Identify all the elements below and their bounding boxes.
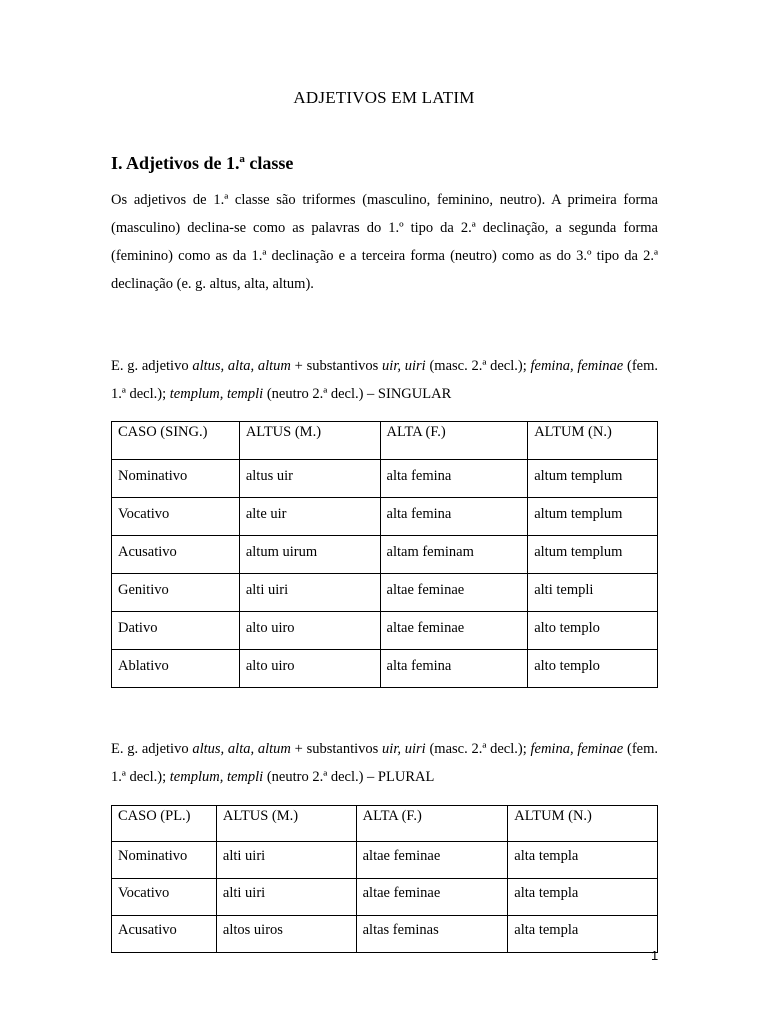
header-cell: CASO (SING.) — [112, 422, 240, 460]
case-cell: Genitivo — [112, 574, 240, 612]
caption-italic: altus, alta, altum — [192, 741, 291, 757]
table-cell: alta templa — [508, 879, 658, 916]
caption-italic: templum, templi — [169, 386, 264, 402]
table-cell: altus uir — [239, 460, 380, 498]
header-cell: ALTA (F.) — [380, 422, 528, 460]
case-cell: Nominativo — [112, 460, 240, 498]
table-cell: alta templa — [508, 916, 658, 953]
caption-italic: uir, uiri — [382, 741, 426, 757]
singular-declension-table — [111, 421, 658, 688]
header-cell: ALTUS (M.) — [239, 422, 380, 460]
table-cell: alta femina — [380, 650, 528, 688]
case-cell: Dativo — [112, 612, 240, 650]
table-cell: alto uiro — [239, 612, 380, 650]
table-cell: altam feminam — [380, 536, 528, 574]
case-cell: Ablativo — [112, 650, 240, 688]
table-row — [112, 650, 658, 688]
header-cell: CASO (PL.) — [112, 806, 217, 842]
plural-caption — [111, 735, 658, 791]
table-row — [112, 842, 658, 879]
case-cell: Nominativo — [112, 842, 217, 879]
table-cell: altae feminae — [380, 612, 528, 650]
caption-text: (neutro 2.ª decl.) – SINGULAR — [263, 386, 452, 402]
table-cell: alto templo — [528, 612, 658, 650]
table-cell: alti uiri — [216, 842, 356, 879]
case-cell: Vocativo — [112, 879, 217, 916]
header-cell: ALTUM (N.) — [528, 422, 658, 460]
table-cell: alto uiro — [239, 650, 380, 688]
table-cell: alti uiri — [239, 574, 380, 612]
table-cell: alta femina — [380, 460, 528, 498]
table-cell: alte uir — [239, 498, 380, 536]
table-cell: altos uiros — [216, 916, 356, 953]
table-cell: alta templa — [508, 842, 658, 879]
caption-italic: femina, feminae — [530, 358, 624, 374]
table-header-row — [112, 806, 658, 842]
page-title: ADJETIVOS EM LATIM — [293, 88, 475, 107]
table-header-row — [112, 422, 658, 460]
table-row — [112, 498, 658, 536]
singular-caption — [111, 352, 658, 408]
table-cell: altum templum — [528, 460, 658, 498]
table-cell: alti templi — [528, 574, 658, 612]
table-cell: alto templo — [528, 650, 658, 688]
table-cell: alta femina — [380, 498, 528, 536]
page-number: 1 — [651, 948, 659, 963]
caption-text: E. g. adjetivo — [111, 741, 193, 757]
table-row — [112, 574, 658, 612]
table-cell: altae feminae — [380, 574, 528, 612]
caption-italic: altus, alta, altum — [192, 358, 291, 374]
case-cell: Vocativo — [112, 498, 240, 536]
table-cell: alti uiri — [216, 879, 356, 916]
table-row — [112, 460, 658, 498]
table-row — [112, 612, 658, 650]
table-row — [112, 879, 658, 916]
caption-text: (neutro 2.ª decl.) – PLURAL — [263, 769, 435, 785]
caption-text: + substantivos — [290, 358, 383, 374]
caption-text: (masc. 2.ª decl.); — [425, 741, 531, 757]
caption-italic: femina, feminae — [530, 741, 624, 757]
header-cell: ALTUM (N.) — [508, 806, 658, 842]
table-row — [112, 536, 658, 574]
caption-italic: uir, uiri — [382, 358, 426, 374]
caption-text: (fem. 1.ª decl.); — [111, 741, 658, 785]
intro-paragraph: Os adjetivos de 1.ª classe são triformes (masculino, feminino, neutro). A primeira forma (masculino) declina-se como as palavras do 1.º tipo da 2.ª declinação, a segunda forma (feminino) como as da 1.ª declinação e a terceira forma (neutro) como as do 3.º tipo da 2.ª declinação (e. g. altus, alta, altum). — [111, 192, 658, 292]
table-cell: altas feminas — [356, 916, 508, 953]
case-cell: Acusativo — [112, 916, 217, 953]
case-cell: Acusativo — [112, 536, 240, 574]
caption-text: (masc. 2.ª decl.); — [425, 358, 531, 374]
table-cell: altae feminae — [356, 842, 508, 879]
table-cell: altum uirum — [239, 536, 380, 574]
caption-text: E. g. adjetivo — [111, 358, 193, 374]
caption-italic: templum, templi — [169, 769, 264, 785]
table-row — [112, 916, 658, 953]
table-cell: altum templum — [528, 536, 658, 574]
header-cell: ALTA (F.) — [356, 806, 508, 842]
caption-text: + substantivos — [290, 741, 383, 757]
caption-text: (fem. 1.ª decl.); — [111, 358, 658, 402]
section-heading: I. Adjetivos de 1.ª classe — [111, 153, 294, 173]
header-cell: ALTUS (M.) — [216, 806, 356, 842]
table-cell: altae feminae — [356, 879, 508, 916]
plural-declension-table — [111, 805, 658, 953]
table-cell: altum templum — [528, 498, 658, 536]
